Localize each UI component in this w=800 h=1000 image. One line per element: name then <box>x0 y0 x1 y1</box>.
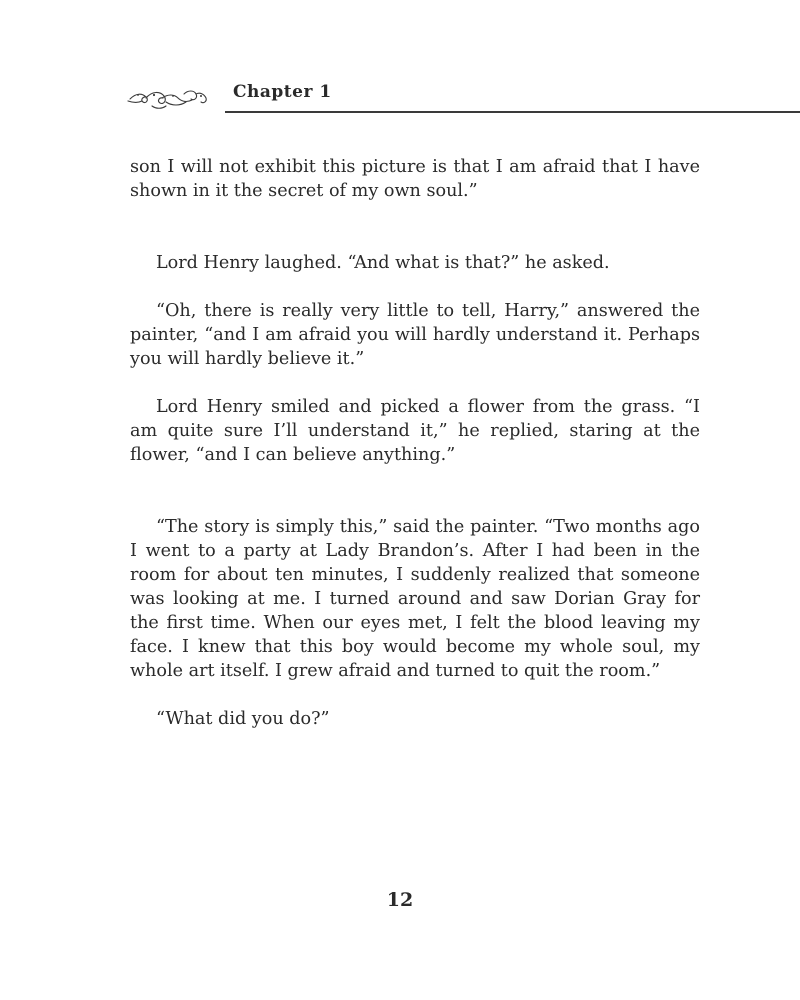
paragraph: Lord Henry smiled and picked a flower from the grass. “I am quite sure I’ll understand it,” he replied, staring at the flower, “and I can believe anything.” <box>130 397 700 465</box>
page-header <box>0 0 800 130</box>
header-rule <box>225 111 800 113</box>
body-text <box>130 155 700 731</box>
paragraph: “The story is simply this,” said the painter. “Two months ago I went to a party at Lady Brandon’s. After I had been in the room for about ten minutes, I suddenly realized that someone was looking at me. I turned around and saw Dorian Gray for the first time. When our eyes met, I felt the blood leaving my face. I knew that this boy would become my whole soul, my whole art itself. I grew afraid and turned to quit the room.” <box>130 517 700 681</box>
paragraph: son I will not exhibit this picture is that I am afraid that I have shown in it the secret of my own soul.” <box>130 157 700 201</box>
paragraph: “Oh, there is really very little to tell, Harry,” answered the painter, “and I am afraid you will hardly understand it. Perhaps you will hardly believe it.” <box>130 301 700 369</box>
chapter-title: Chapter 1 <box>233 82 332 102</box>
flourish-ornament-icon <box>126 82 212 116</box>
page-number: 12 <box>386 889 414 911</box>
paragraph: “What did you do?” <box>156 709 330 729</box>
paragraph: Lord Henry laughed. “And what is that?” he asked. <box>156 253 610 273</box>
